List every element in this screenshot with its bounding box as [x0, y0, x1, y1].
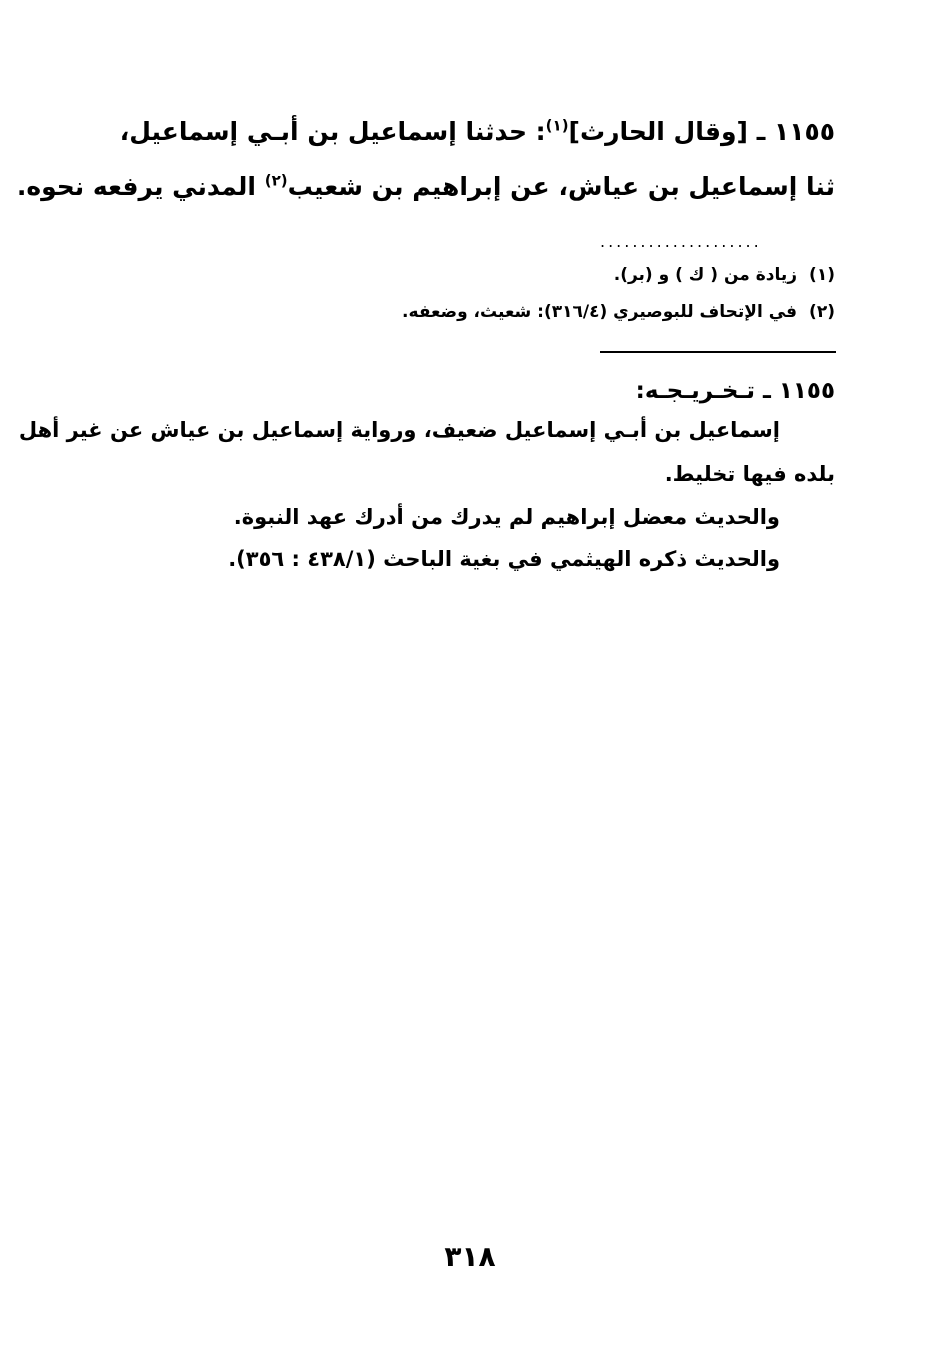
- hadith-attribution: [وقال الحارث]: [568, 117, 748, 146]
- footnote-ref-2: (٢): [264, 171, 288, 190]
- takhrij-line-2: بلده فيها تخليط.: [664, 462, 835, 486]
- takhrij-line-3: والحديث معضل إبراهيم لم يدرك من أدرك عهد النبوة.: [233, 505, 780, 529]
- footnote-1-text: زيادة من ( ك ) و (بر).: [613, 265, 798, 285]
- hadith-line-1-text: : حدثنا إسماعيل بن أبـي إسماعيل،: [119, 117, 546, 146]
- footnote-2-text: في الإتحاف للبوصيري (٣١٦/٤): شعيث، وضعفه.: [402, 302, 798, 322]
- footnote-separator-dots: ....................: [600, 232, 762, 251]
- hadith-line-2: [17, 172, 835, 201]
- footnote-1: [614, 265, 835, 285]
- footnote-ref-1: (١): [545, 116, 569, 135]
- hadith-dash: ـ: [756, 117, 766, 146]
- section-divider: [600, 351, 836, 353]
- footnote-2-number: (٢): [809, 302, 835, 322]
- takhrij-line-1: إسماعيل بن أبـي إسماعيل ضعيف، ورواية إسماعيل بن عياش عن غير أهل: [18, 418, 780, 442]
- hadith-line-1: [120, 117, 835, 146]
- takhrij-line-4: والحديث ذكره الهيثمي في بغية الباحث (٤٣٨/١ : ٣٥٦).: [228, 547, 780, 571]
- footnote-2: [402, 302, 835, 322]
- page-number: ٣١٨: [444, 1240, 496, 1273]
- hadith-line-2-text-after: المدني يرفعه نحوه.: [16, 172, 265, 201]
- hadith-number: ١١٥٥: [773, 117, 835, 146]
- footnote-1-number: (١): [809, 265, 835, 285]
- hadith-line-2-text-before: ثنا إسماعيل بن عياش، عن إبراهيم بن شعيب: [287, 172, 835, 201]
- takhrij-heading: ١١٥٥ ـ تـخـريـجـه:: [635, 378, 835, 404]
